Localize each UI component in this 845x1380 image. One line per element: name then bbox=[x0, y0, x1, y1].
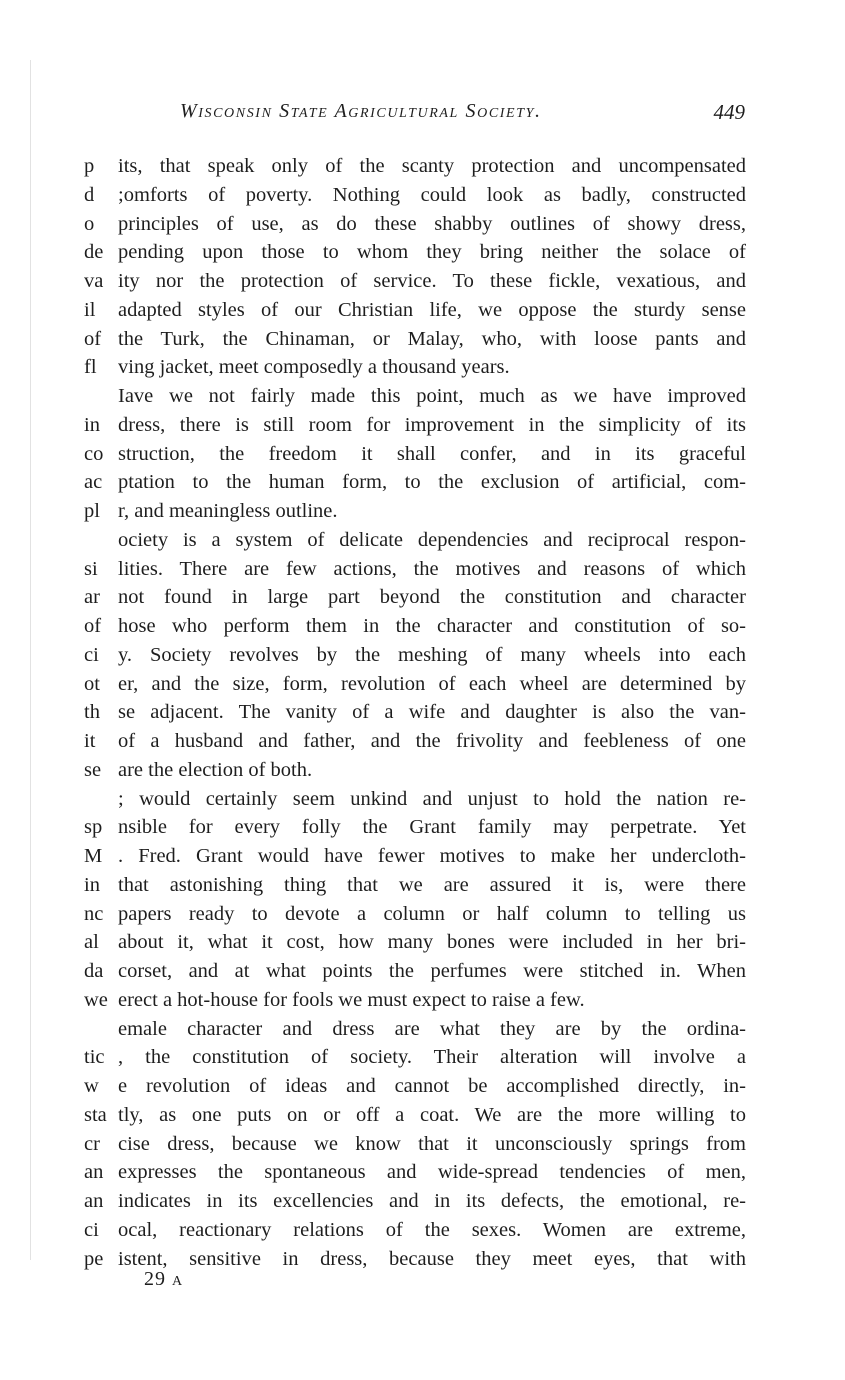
text-line bbox=[84, 1216, 746, 1245]
line-margin-fragment: ci bbox=[84, 643, 99, 666]
running-title: Wisconsin State Agricultural Society. bbox=[180, 100, 542, 122]
line-margin-fragment: th bbox=[84, 701, 100, 724]
line-margin-fragment: o bbox=[84, 212, 95, 235]
line-text: se adjacent. The vanity of a wife and daughter is also the van- bbox=[118, 701, 746, 724]
line-margin-fragment: we bbox=[84, 988, 108, 1011]
line-text: papers ready to devote a column or half column to telling us bbox=[118, 902, 746, 925]
line-margin-fragment: M bbox=[84, 845, 103, 867]
line-margin-fragment: p bbox=[84, 155, 95, 177]
line-text: its, that speak only of the scanty protection and uncompensated bbox=[118, 155, 746, 177]
line-text: pending upon those to whom they bring neither the solace of bbox=[118, 241, 746, 264]
text-line bbox=[84, 152, 746, 181]
text-line bbox=[84, 440, 746, 469]
line-margin-fragment: an bbox=[84, 1161, 104, 1184]
line-text: ; would certainly seem unkind and unjust to hold the nation re- bbox=[118, 787, 746, 810]
line-margin-fragment: pl bbox=[84, 500, 100, 522]
line-text: principles of use, as do these shabby outlines of showy dress, bbox=[118, 212, 746, 235]
text-line bbox=[84, 1130, 746, 1159]
line-margin-fragment: sta bbox=[84, 1103, 107, 1126]
line-text: ity nor the protection of service. To these fickle, vexatious, and bbox=[118, 270, 746, 292]
page-edge-shadow bbox=[30, 60, 31, 1260]
text-line bbox=[84, 353, 746, 382]
text-line bbox=[84, 555, 746, 584]
running-head bbox=[180, 100, 745, 130]
line-text: the Turk, the Chinaman, or Malay, who, with loose pants and bbox=[118, 327, 746, 350]
line-margin-fragment: al bbox=[84, 931, 99, 954]
text-line bbox=[84, 871, 746, 900]
line-text: adapted styles of our Christian life, we oppose the sturdy sense bbox=[118, 298, 746, 321]
text-line bbox=[84, 1015, 746, 1044]
line-margin-fragment: d bbox=[84, 183, 95, 206]
text-line bbox=[84, 497, 746, 526]
text-line bbox=[84, 181, 746, 210]
line-text: Iave we not fairly made this point, much as we have improved bbox=[118, 385, 746, 407]
page-number: 449 bbox=[713, 100, 745, 124]
line-text: , the constitution of society. Their alteration will involve a bbox=[118, 1046, 746, 1069]
line-text: corset, and at what points the perfumes were stitched in. When bbox=[118, 960, 746, 982]
text-line bbox=[84, 583, 746, 612]
line-text: lities. There are few actions, the motives and reasons of which bbox=[118, 557, 746, 580]
line-text: ociety is a system of delicate dependencies and reciprocal respon- bbox=[118, 528, 746, 551]
line-margin-fragment: ar bbox=[84, 586, 100, 609]
text-line bbox=[84, 1187, 746, 1216]
line-text: ving jacket, meet composedly a thousand years. bbox=[118, 356, 510, 379]
text-line bbox=[84, 727, 746, 756]
text-line bbox=[84, 1072, 746, 1101]
line-text: not found in large part beyond the constitution and character bbox=[118, 586, 746, 609]
line-margin-fragment: cr bbox=[84, 1132, 100, 1155]
line-margin-fragment: pe bbox=[84, 1247, 104, 1270]
line-margin-fragment: in bbox=[84, 413, 100, 436]
text-line bbox=[84, 411, 746, 440]
line-margin-fragment: ot bbox=[84, 672, 100, 695]
body-text bbox=[84, 152, 746, 1273]
line-margin-fragment: an bbox=[84, 1190, 104, 1212]
line-margin-fragment: it bbox=[84, 730, 96, 752]
line-margin-fragment: ac bbox=[84, 471, 103, 494]
line-margin-fragment: w bbox=[84, 1075, 99, 1097]
text-line bbox=[84, 928, 746, 957]
text-line bbox=[84, 612, 746, 641]
text-line bbox=[84, 698, 746, 727]
line-margin-fragment: in bbox=[84, 873, 100, 896]
text-line bbox=[84, 1158, 746, 1187]
signature-number: 29 bbox=[144, 1268, 166, 1290]
printer-signature bbox=[144, 1268, 183, 1291]
text-line bbox=[84, 986, 746, 1015]
line-margin-fragment: fl bbox=[84, 356, 97, 379]
line-text: ocal, reactionary relations of the sexes. Women are extreme, bbox=[118, 1218, 746, 1241]
text-line bbox=[84, 842, 746, 871]
line-text: erect a hot-house for fools we must expect to raise a few. bbox=[118, 988, 585, 1011]
text-line bbox=[84, 1245, 746, 1274]
line-text: emale character and dress are what they are by the ordina- bbox=[118, 1017, 746, 1040]
line-margin-fragment: da bbox=[84, 960, 104, 982]
text-line bbox=[84, 526, 746, 555]
line-margin-fragment: si bbox=[84, 557, 98, 580]
line-text: ;omforts of poverty. Nothing could look as badly, constructed bbox=[118, 183, 746, 206]
line-text: e revolution of ideas and cannot be accomplished directly, in- bbox=[118, 1075, 746, 1097]
line-margin-fragment: va bbox=[84, 270, 104, 292]
line-margin-fragment: co bbox=[84, 442, 104, 465]
line-text: tly, as one puts on or off a coat. We are the more willing to bbox=[118, 1103, 746, 1126]
text-line bbox=[84, 382, 746, 411]
text-line bbox=[84, 267, 746, 296]
line-text: of a husband and father, and the frivolity and feebleness of one bbox=[118, 730, 746, 752]
text-line bbox=[84, 210, 746, 239]
line-margin-fragment: tic bbox=[84, 1046, 105, 1069]
line-text: struction, the freedom it shall confer, and in its graceful bbox=[118, 442, 746, 465]
text-line bbox=[84, 325, 746, 354]
text-line bbox=[84, 641, 746, 670]
line-text: nsible for every folly the Grant family may perpetrate. Yet bbox=[118, 816, 746, 839]
line-margin-fragment: ci bbox=[84, 1218, 99, 1241]
text-line bbox=[84, 756, 746, 785]
line-text: istent, sensitive in dress, because they meet eyes, that with bbox=[118, 1247, 746, 1270]
line-text: that astonishing thing that we are assured it is, were there bbox=[118, 873, 746, 896]
signature-letter: A bbox=[172, 1274, 184, 1289]
line-text: y. Society revolves by the meshing of many wheels into each bbox=[118, 643, 746, 666]
line-text: cise dress, because we know that it unconsciously springs from bbox=[118, 1132, 746, 1155]
line-margin-fragment: se bbox=[84, 758, 102, 781]
text-line bbox=[84, 1043, 746, 1072]
line-margin-fragment: sp bbox=[84, 816, 103, 839]
line-margin-fragment: of bbox=[84, 615, 102, 637]
line-margin-fragment: nc bbox=[84, 902, 104, 925]
text-line bbox=[84, 468, 746, 497]
text-line bbox=[84, 1101, 746, 1130]
line-text: ptation to the human form, to the exclusion of artificial, com- bbox=[118, 471, 746, 494]
line-text: dress, there is still room for improvement in the simplicity of its bbox=[118, 413, 746, 436]
line-text: hose who perform them in the character and constitution of so- bbox=[118, 615, 746, 637]
line-text: are the election of both. bbox=[118, 758, 313, 781]
line-text: er, and the size, form, revolution of each wheel are determined by bbox=[118, 672, 746, 695]
line-text: about it, what it cost, how many bones were included in her bri- bbox=[118, 931, 746, 954]
text-line bbox=[84, 813, 746, 842]
text-line bbox=[84, 900, 746, 929]
line-margin-fragment: of bbox=[84, 327, 102, 350]
text-line bbox=[84, 785, 746, 814]
text-line bbox=[84, 238, 746, 267]
line-text: expresses the spontaneous and wide-spread tendencies of men, bbox=[118, 1161, 746, 1184]
line-text: r, and meaningless outline. bbox=[118, 500, 338, 522]
line-margin-fragment: il bbox=[84, 298, 96, 321]
line-margin-fragment: de bbox=[84, 241, 104, 264]
line-text: indicates in its excellencies and in its defects, the emotional, re- bbox=[118, 1190, 746, 1212]
line-text: . Fred. Grant would have fewer motives to make her undercloth- bbox=[118, 845, 746, 867]
text-line bbox=[84, 957, 746, 986]
text-line bbox=[84, 670, 746, 699]
text-line bbox=[84, 296, 746, 325]
